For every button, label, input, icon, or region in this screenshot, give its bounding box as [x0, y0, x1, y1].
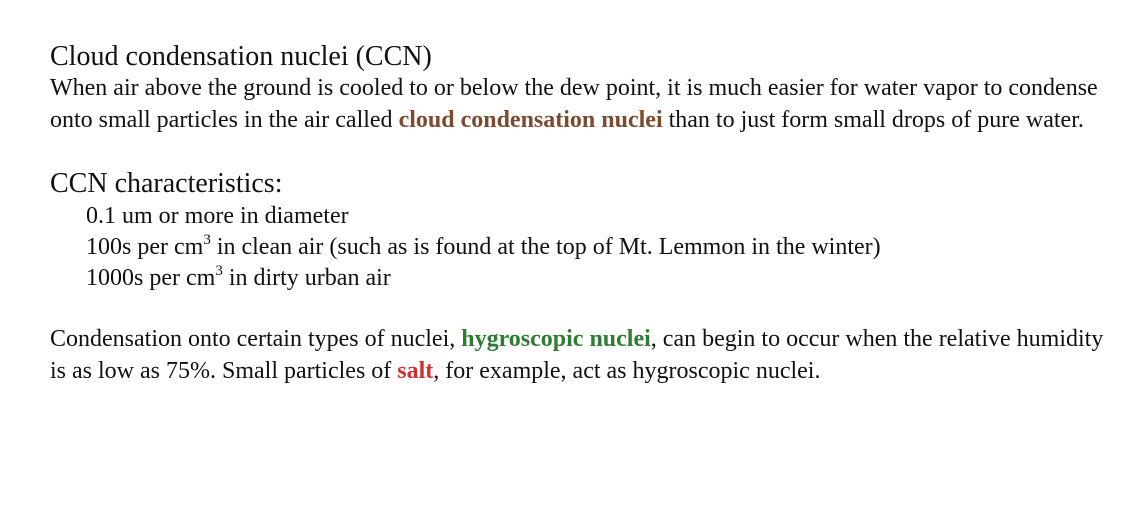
hygroscopic-text-3: , for example, act as hygroscopic nuclei.: [433, 358, 821, 384]
document-page: [50, 40, 1110, 387]
list-item-text: in dirty urban air: [222, 265, 391, 291]
hygroscopic-text-2: , can begin to occur when the relative humidity is as low as 75%. Small particles of: [50, 326, 1104, 384]
list-item-text: in clean air (such as is found at the top of Mt. Lemmon in the winter): [210, 234, 881, 260]
ccn-characteristics-heading: CCN characteristics:: [50, 168, 283, 199]
ccn-intro-text-1: When air above the ground is cooled to or below the dew point, it is much easier for water vapor to condense onto small particles in the air called: [50, 75, 1098, 133]
ccn-heading: Cloud condensation nuclei (CCN): [50, 41, 432, 72]
salt-term-highlight: salt: [397, 358, 434, 384]
ccn-characteristics-list: [50, 201, 1110, 294]
ccn-term-highlight: cloud condensation nuclei: [398, 107, 663, 133]
ccn-intro-paragraph: [50, 72, 1110, 136]
hygroscopic-paragraph: [50, 323, 1110, 387]
hygroscopic-term-highlight: hygroscopic nuclei: [461, 326, 651, 352]
list-item: [86, 232, 1110, 263]
superscript: 3: [215, 263, 223, 279]
list-item: [86, 263, 1110, 294]
hygroscopic-text-1: Condensation onto certain types of nuclei,: [50, 326, 462, 352]
list-item-text: 100s per cm: [86, 234, 204, 260]
list-item-text: 0.1 um or more in diameter: [86, 203, 349, 229]
list-item: [86, 201, 1110, 232]
list-item-text: 1000s per cm: [86, 265, 216, 291]
ccn-intro-text-2: than to just form small drops of pure water.: [662, 107, 1084, 133]
superscript: 3: [203, 232, 211, 248]
